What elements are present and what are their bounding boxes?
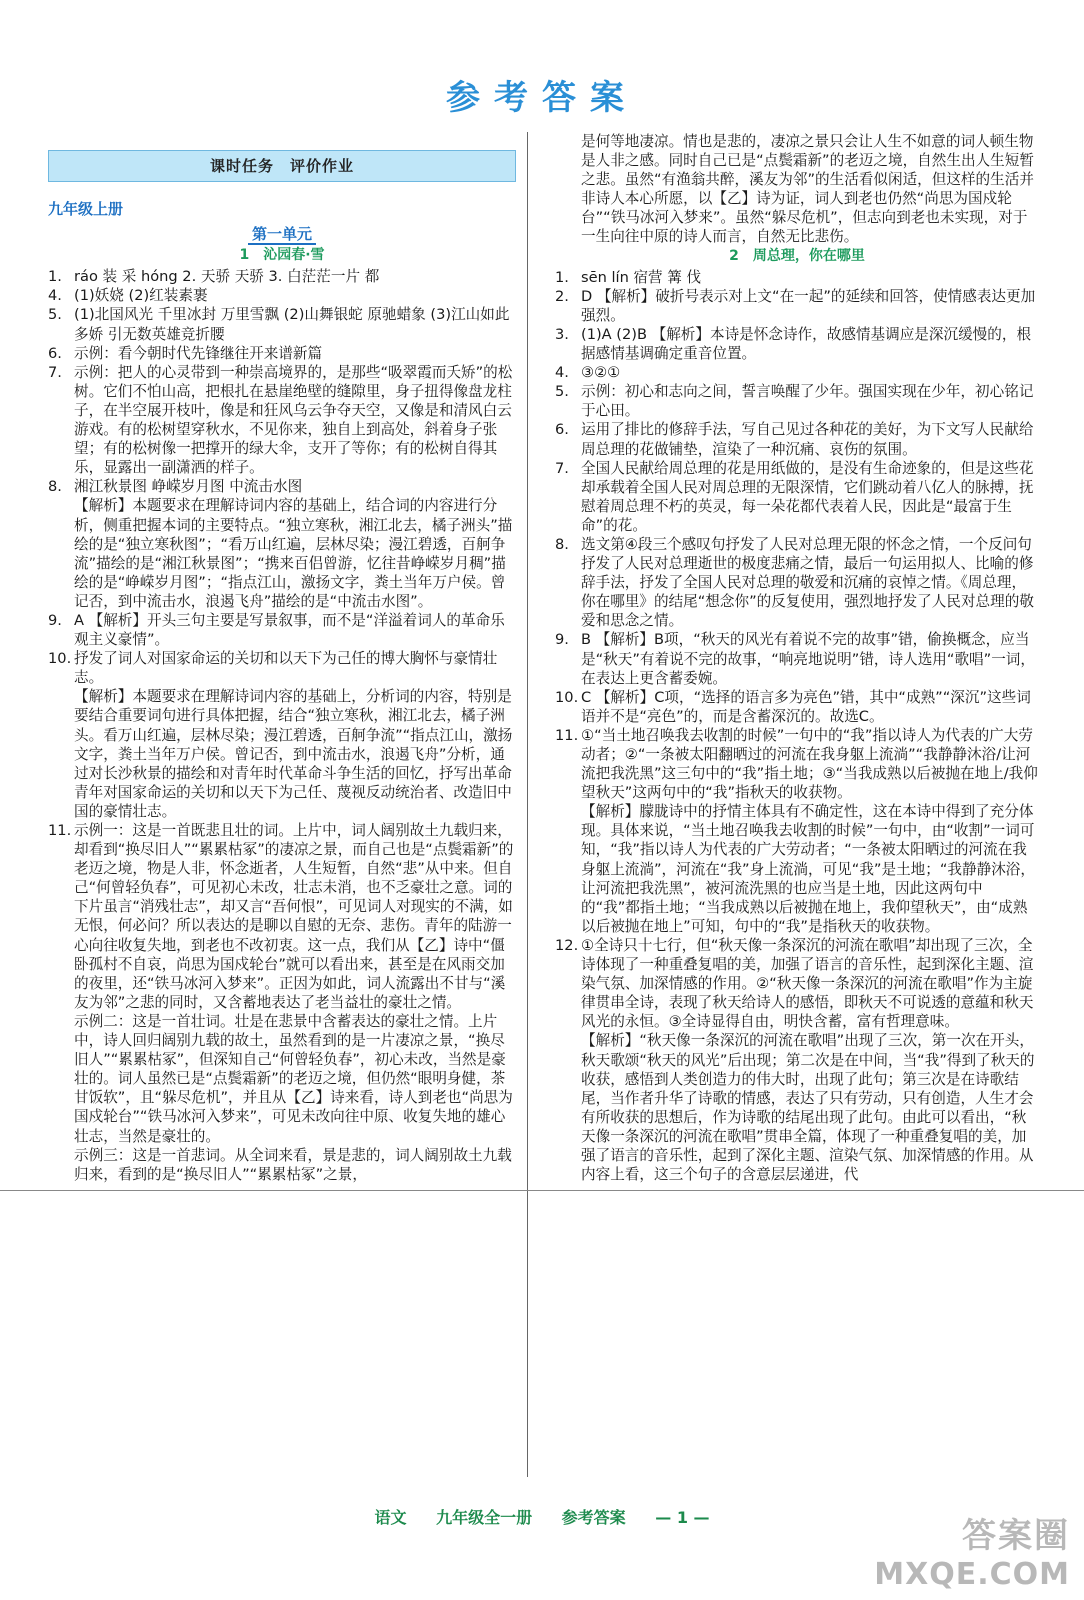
answer-item [48,821,516,1012]
answer-item [48,687,516,821]
footer-book: 九年级全一册 [436,1508,533,1527]
answer-number [555,1031,581,1184]
watermark-logo: 答案圈 [962,1516,1070,1556]
answer-item [555,726,1039,802]
answer-item [555,936,1039,1031]
continued-text: 是何等地凄凉。情也是悲的，凄凉之景只会让人生不如意的词人顿生物是人非之感。同时自己已是“点鬓霜新”的老迈之境，自然生出人生短暂之悲。虽然“有渔翁共醉，溪友为邻”的生活看似闲适，但这样的生活并非诗人本心所愿，以【乙】诗为证，词人到老也仍然“尚思为国戍轮台”“铁马冰河入梦来”。虽然“躲尽危机”，但志向到老也未实现，对于一生向往中原的诗人而言，自然无比悲伤。 [581,133,1034,246]
answer-text: ráo 装 采 hóng 2. 天骄 天骄 3. 白茫茫一片 都 [74,268,380,286]
answer-text: 示例：把人的心灵带到一种崇高境界的，是那些“吸翠霞而夭矫”的松树。它们不怕山高，把根扎在悬崖绝壁的缝隙里，身子扭得像盘龙柱子，在半空展开枝叶，像是和狂风乌云争夺天空，又像是和清风白云游戏。有的松树望穿秋水，不见你来，独自上到高处，斜着身子张望；有的松树像一把撑开的绿大伞，支开了等你；有的松树自得其乐，显露出一副潇洒的样子。 [74,363,513,477]
lesson-heading: 1 沁园春·雪 [239,247,325,264]
answer-item [48,344,516,363]
answer-item [48,286,516,305]
answer-number: 1. [555,268,569,286]
answer-number: 7. [555,459,569,477]
column-divider [527,132,528,1477]
answer-text: 抒发了词人对国家命运的关切和以天下为己任的博大胸怀与豪情壮志。 [74,650,498,687]
answer-number: 10. [555,688,579,706]
answer-item [48,477,516,496]
page-title: 参考答案 [446,78,638,118]
right-column [555,132,1039,1184]
answer-text: (1)A (2)B 【解析】本诗是怀念诗作，故感情基调应是深沉缓慢的，根据感情基调确定重音位置。 [581,325,1032,363]
answer-item [555,325,1039,363]
answer-text: ①全诗只十七行，但“秋天像一条深沉的河流在歌唱”却出现了三次，全诗体现了一种重叠复唱的美，加强了语言的音乐性，起到深化主题、渲染气氛、加深情感的作用。②“秋天像一条深沉的河流在歌唱”作为主旋律贯串全诗，表现了秋天给诗人的感悟，即秋天不可说透的意蕴和秋天风光的永恒。③全诗显得自由，明快含蓄，富有哲理意味。 [581,936,1034,1031]
answer-text: C 【解析】C项，“选择的语言多为亮色”错，其中“成熟”“深沉”这些词语并不是“亮色”的，而是含蓄深沉的。故选C。 [581,688,1031,725]
answer-number: 5. [48,306,62,324]
answer-text: 示例：初心和志向之间，誓言唤醒了少年。强国实现在少年，初心铭记于心田。 [581,383,1034,420]
answer-text: ①“当土地召唤我去收割的时候”一句中的“我”指以诗人为代表的广大劳动者；②“一条被太阳翻晒过的河流在我身躯上流淌”“我静静沐浴/让河流把我洗黑”这三句中的“我”指土地；③“当我成熟以后被抛在地上/我仰望秋天”这两句中的“我”指秋天的收获物。 [581,726,1038,802]
answer-number: 6. [48,344,62,362]
answer-item [48,267,516,286]
answer-text: 运用了排比的修辞手法，写自己见过各种花的美好，为下文写人民献给周总理的花做铺垫，渲染了一种沉痛、哀伤的氛围。 [581,421,1034,458]
answer-item [555,535,1039,630]
answer-text: 全国人民献给周总理的花是用纸做的，是没有生命迹象的，但是这些花却承载着全国人民对周总理的无限深情，它们跳动着八亿人的脉搏，抚慰着周总理不朽的英灵，每一朵花都代表着人民，因此是“最富于生命”的花。 [581,459,1034,534]
answer-number: 6. [555,421,569,439]
answer-text: D 【解析】破折号表示对上文“在一起”的延续和回答，使情感表达更加强烈。 [581,287,1036,324]
grade-heading: 九年级上册 [48,200,124,218]
answer-number: 2. [555,287,569,305]
answer-number: 10. [48,650,72,668]
horizontal-rule [0,1190,1084,1191]
answer-item [48,611,516,649]
answer-number: 11. [555,726,579,744]
watermark [874,1508,1070,1592]
answer-item [555,802,1039,936]
answer-item [555,459,1039,535]
answer-number: 8. [48,478,62,496]
answer-text: (1)北国风光 千里冰封 万里雪飘 (2)山舞银蛇 原驰蜡象 (3)江山如此多娇 引无数英雄竞折腰 [74,306,510,343]
answer-item [555,268,1039,287]
answer-text: sēn lín 宿营 篝 伐 [581,268,702,286]
answer-number: 7. [48,363,62,381]
left-column [48,150,516,1184]
lesson-heading: 2 周总理，你在哪里 [729,247,865,264]
answer-number [48,687,74,821]
unit-label: 第一单元 [248,225,316,245]
answer-number: 9. [48,611,62,629]
example-paragraph: 示例三：这是一首悲词。从全词来看，景是悲的，词人阔别故土九载归来，看到的是“换尽旧人”“累累枯冢”之景， [74,1146,512,1183]
answer-item [48,496,516,611]
unit-heading [48,225,516,244]
answer-number: 4. [48,287,62,305]
answer-item [555,363,1039,382]
answer-item [555,1031,1039,1184]
answer-number: 4. [555,364,569,382]
answer-number: 11. [48,822,72,839]
footer-page-number: — 1 — [655,1508,710,1527]
answer-text: (1)妖娆 (2)红装素裹 [74,287,208,305]
answer-number: 9. [555,631,569,649]
answer-text: ③②① [581,364,621,382]
answer-item [48,649,516,687]
example-paragraph: 示例二：这是一首壮词。壮是在悲景中含蓄表达的豪壮之情。上片中，诗人回归阔别九载的故土，虽然看到的是一片凄凉之景，“换尽旧人”“累累枯冢”，但深知自己“何曾轻负春”，初心未改，当然是豪壮的。词人虽然已是“点鬓霜新”的老迈之境，但仍然“眼明身健，茶甘饭软”，且“躲尽危机”，并且从【乙】诗来看，诗人到老也“尚思为国戍轮台”“铁马冰河入梦来”，可见未改向往中原、收复失地的雄心壮志，当然是豪壮的。 [74,1012,513,1145]
footer-section: 参考答案 [561,1508,626,1527]
answer-item [555,688,1039,726]
answer-text: 示例一：这是一首既悲且壮的词。上片中，词人阔别故土九载归来，却看到“换尽旧人”“累累枯冢”的凄凉之景，而自己也是“点鬓霜新”的老迈之境，物是人非，怀念逝者，人生短暂，自然“悲”从中来。但自己“何曾轻负春”，可见初心未改，壮志未消，也不乏豪壮之意。词的下片虽言“消残壮志”，却又言“吾何恨”，可见词人对现实的不满，如无恨，何必问？所以表达的是聊以自慰的无奈、悲伤。青年的陆游一心向往收复失地，到老也不改初衷。这一点，我们从【乙】诗中“僵卧孤村不自哀，尚思为国戍轮台”就可以看出来，甚至是在风雨交加的夜里，还“铁马冰河入梦来”。正因为如此，词人流露出不甘与“溪友为邻”之悲的同时，又含蓄地表达了老当益壮的豪壮之情。 [74,822,514,1011]
answer-item [555,382,1039,420]
answer-list-left [48,267,516,1184]
answer-item [555,287,1039,325]
answer-item [48,363,516,478]
answer-text: 示例：看今朝时代先锋继往开来谱新篇 [74,344,323,362]
answer-number: 5. [555,383,569,401]
answer-text: 【解析】本题要求在理解诗词内容的基础上，结合词的内容进行分析，侧重把握本词的主要特点。“独立寒秋，湘江北去，橘子洲头”描绘的是“独立寒秋图”；“看万山红遍，层林尽染；漫江碧透，百舸争流”描绘的是“湘江秋景图”；“携来百侣曾游，忆往昔峥嵘岁月稠”描绘的是“峥嵘岁月图”；“指点江山，激扬文字，粪土当年万户侯。曾记否，到中流击水，浪遏飞舟”描绘的是“中流击水图”。 [74,497,513,610]
answer-number: 8. [555,535,569,553]
answer-text: 湘江秋景图 峥嵘岁月图 中流击水图 [74,478,303,496]
answer-text: B 【解析】B项，“秋天的风光有着说不完的故事”错，偷换概念，应当是“秋天”有着说不完的故事，“响亮地说明”错，诗人选用“歌唱”一词，在表达上更含蓄委婉。 [581,631,1035,687]
section-banner: 课时任务 评价作业 [48,150,516,182]
footer-subject: 语文 [374,1508,407,1527]
answer-text: 【解析】“秋天像一条深沉的河流在歌唱”出现了三次，第一次在开头，秋天歌颂“秋天的风光”后出现；第二次是在中间，当“我”得到了秋天的收获，感悟到人类创造力的伟大时，出现了此句；第三次是在诗歌结尾，当作者升华了诗歌的情感，表达了只有劳动，只有创造，人生才会有所收获的思想后，作为诗歌的结尾出现了此句。由此可以看出，“秋天像一条深沉的河流在歌唱”贯串全篇，体现了一种重叠复唱的美，加强了语言的音乐性，起到了深化主题、渲染气氛、加深情感的作用。从内容上看，这三个句子的含意层层递进，代 [581,1032,1035,1184]
answer-number: 1. [48,268,62,286]
watermark-url: MXQE.COM [874,1557,1070,1592]
answer-number: 12. [555,936,579,954]
answer-number [555,802,581,936]
answer-number [48,496,74,611]
answer-text: A 【解析】开头三句主要是写景叙事，而不是“洋溢着词人的革命乐观主义豪情”。 [74,611,505,649]
answer-number: 3. [555,325,569,343]
answer-text: 【解析】本题要求在理解诗词内容的基础上，分析词的内容，特别是要结合重要词句进行具体把握，结合“独立寒秋，湘江北去，橘子洲头。看万山红遍，层林尽染；漫江碧透，百舸争流”“指点江山，激扬文字，粪土当年万户侯。曾记否，到中流击水，浪遏飞舟”分析，通过对长沙秋景的描绘和对青年时代革命斗争生活的回忆，抒写出革命青年对国家命运的关切和以天下为己任、蔑视反动统治者、改造旧中国的豪情壮志。 [74,688,513,820]
answer-list-right [555,268,1039,1185]
answer-text: 【解析】朦胧诗中的抒情主体具有不确定性，这在本诗中得到了充分体现。具体来说，“当土地召唤我去收割的时候”一句中，由“收割”一词可知，“我”指以诗人为代表的广大劳动者；“一条被太阳晒过的河流在我身躯上流淌”，河流在“我”身上流淌，可见“我”是土地；“我静静沐浴，让河流把我洗黑”，被河流洗黑的也应当是土地，因此这两句中的“我”都指土地；“当我成熟以后被抛在地上，我仰望秋天”，由“成熟以后被抛在地上”可知，句中的“我”是指秋天的收获物。 [581,803,1035,935]
answer-text: 选文第④段三个感叹句抒发了人民对总理无限的怀念之情，一个反问句抒发了人民对总理逝世的极度悲痛之情，最后一句运用拟人、比喻的修辞手法，抒发了全国人民对总理的敬爱和沉痛的哀悼之情。《周总理，你在哪里》的结尾“想念你”的反复使用，强烈地抒发了人民对总理的敬爱和思念之情。 [581,535,1034,630]
answer-item [555,630,1039,687]
answer-item [555,420,1039,458]
answer-item [48,305,516,343]
